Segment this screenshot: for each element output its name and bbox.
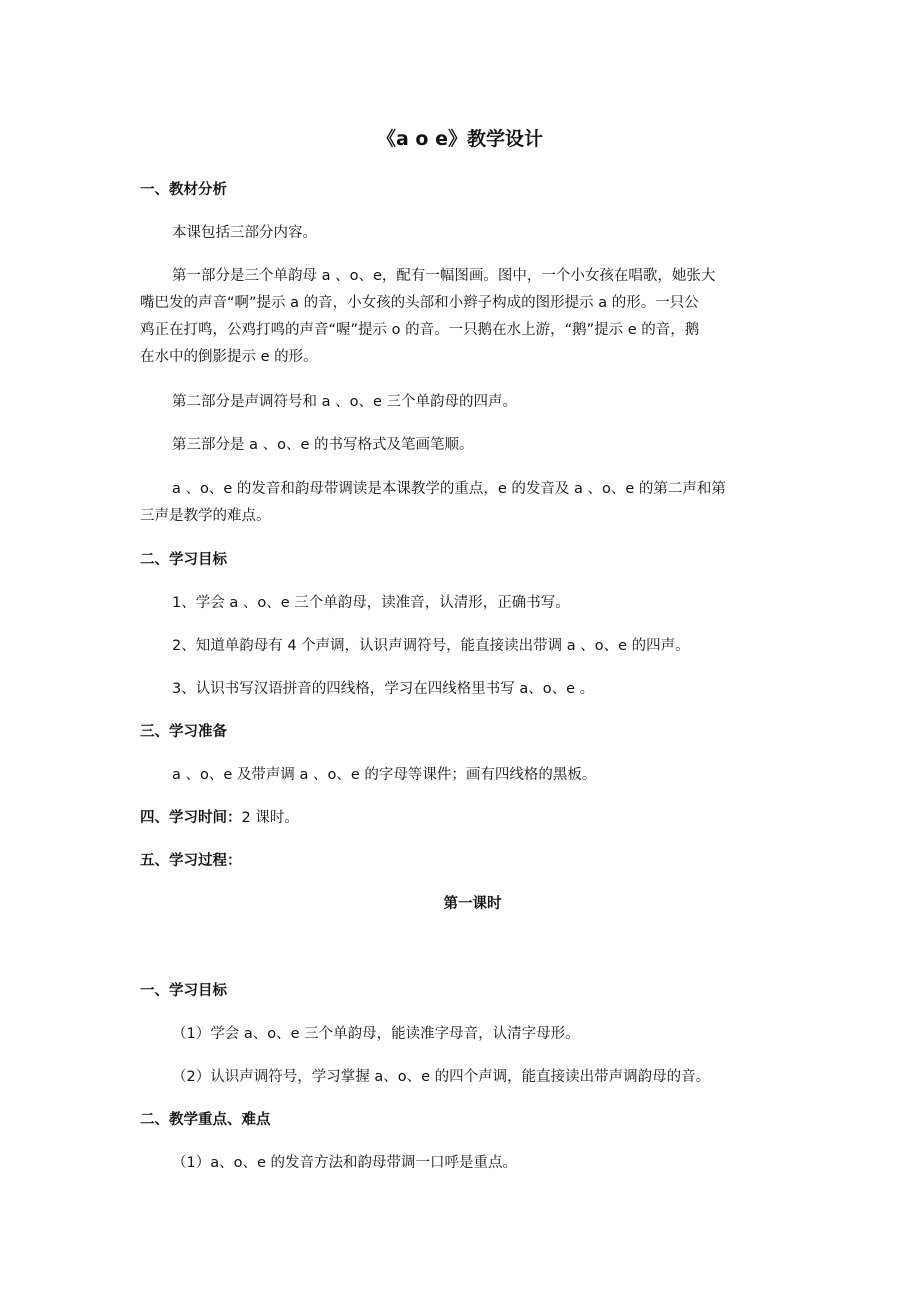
section-time-row	[140, 808, 299, 828]
lesson-heading-keypoints: 二、教学重点、难点	[140, 1112, 271, 1128]
goal-item-1: 1、学会 a 、o、e 三个单韵母，读准音，认清形，正确书写。	[172, 595, 570, 611]
paragraph-part1-line1: 第一部分是三个单韵母 a 、o、e，配有一幅图画。图中，一个小女孩在唱歌，她张大	[172, 268, 716, 284]
paragraph-part3: 第三部分是 a 、o、e 的书写格式及笔画笔顺。	[172, 437, 474, 453]
lesson-goal-item-1: （1）学会 a、o、e 三个单韵母，能读准字母音，认清字母形。	[172, 1026, 580, 1042]
goal-item-2: 2、知道单韵母有 4 个声调，认识声调符号，能直接读出带调 a 、o、e 的四声。	[172, 638, 690, 654]
section-heading-process: 五、学习过程：	[140, 853, 242, 869]
lesson-heading-goals: 一、学习目标	[140, 983, 227, 999]
paragraph-part1-line3: 鸡正在打鸣，公鸡打鸣的声音“喔”提示 o 的音。一只鹅在水上游，“鹅”提示 e 的音，鹅	[140, 322, 700, 338]
section-heading-analysis: 一、教材分析	[140, 182, 227, 198]
section-heading-goals: 二、学习目标	[140, 552, 227, 568]
lesson-keypoint-item-1: （1）a、o、e 的发音方法和韵母带调一口呼是重点。	[172, 1155, 518, 1171]
paragraph-preparation: a 、o、e 及带声调 a 、o、e 的字母等课件；画有四线格的黑板。	[172, 767, 597, 783]
paragraph-focus-line2: 三声是教学的难点。	[140, 508, 271, 524]
section-heading-time: 四、学习时间：	[140, 810, 242, 826]
document-title: 《a o e》教学设计	[377, 128, 543, 150]
paragraph-focus-line1: a 、o、e 的发音和韵母带调读是本课教学的重点，e 的发音及 a 、o、e 的第二声和第	[172, 481, 726, 497]
paragraph-intro: 本课包括三部分内容。	[172, 225, 317, 241]
section-heading-preparation: 三、学习准备	[140, 724, 227, 740]
paragraph-part1-line2: 嘴巴发的声音“啊”提示 a 的音，小女孩的头部和小辫子构成的图形提示 a 的形。一只公	[140, 295, 699, 311]
goal-item-3: 3、认识书写汉语拼音的四线格，学习在四线格里书写 a、o、e 。	[172, 681, 595, 697]
lesson-title: 第一课时	[443, 896, 502, 912]
paragraph-part1-line4: 在水中的倒影提示 e 的形。	[140, 349, 318, 365]
paragraph-part2: 第二部分是声调符号和 a 、o、e 三个单韵母的四声。	[172, 394, 518, 410]
time-value: 2 课时。	[241, 810, 299, 826]
lesson-goal-item-2: （2）认识声调符号，学习掌握 a、o、e 的四个声调，能直接读出带声调韵母的音。	[172, 1069, 711, 1085]
